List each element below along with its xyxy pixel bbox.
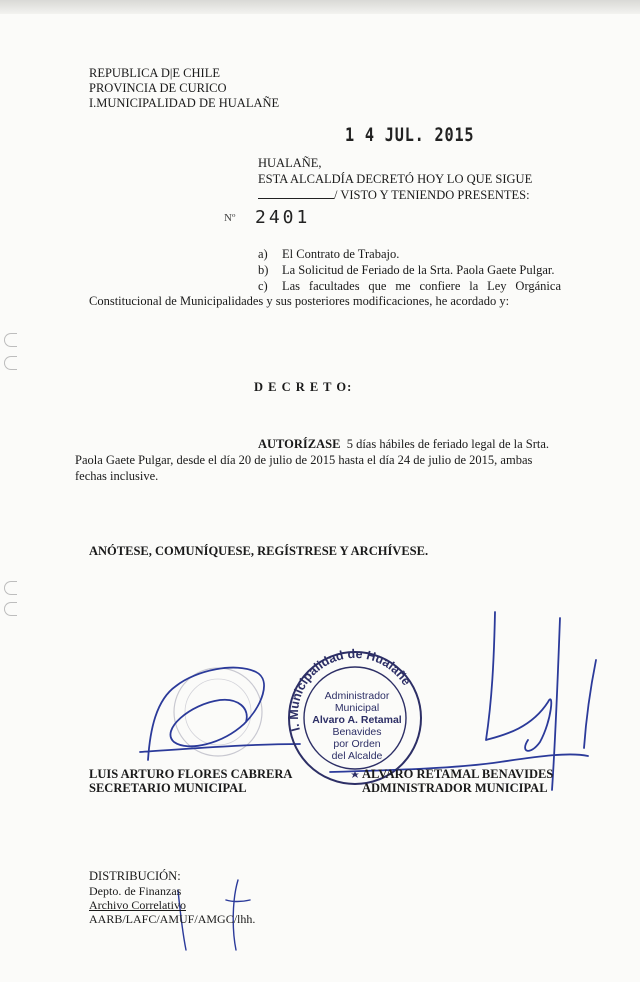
stamp-line: Municipal xyxy=(334,702,380,714)
decreto-heading: D E C R E T O: xyxy=(254,380,353,394)
administrator-name: ALVARO RETAMAL BENAVIDES xyxy=(362,767,554,781)
header-country: REPUBLICA D|E CHILE xyxy=(89,66,220,80)
distribution-item: Archivo Correlativo xyxy=(89,898,186,912)
body-line-1-text: 5 días hábiles de feriado legal de la Srta. xyxy=(346,437,550,451)
decree-number: 2401 xyxy=(255,207,311,228)
visto-continuation: Constitucional de Municipalidades y sus posteriores modificaciones, he acordado y: xyxy=(89,294,510,308)
secretary-signature xyxy=(140,668,300,760)
decree-intro-line: ESTA ALCALDÍA DECRETÓ HOY LO QUE SIGUE xyxy=(258,172,533,186)
secretary-name: LUIS ARTURO FLORES CABRERA xyxy=(89,767,293,781)
body-line-3: fechas inclusive. xyxy=(75,469,159,483)
secretary-title: SECRETARIO MUNICIPAL xyxy=(89,781,247,795)
body-keyword: AUTORÍZASE xyxy=(258,437,341,451)
decree-number-prefix: Nº xyxy=(224,212,236,224)
administrator-title: ADMINISTRADOR MUNICIPAL xyxy=(362,781,548,795)
visto-item-b: La Solicitud de Feriado de la Srta. Paola Gaete Pulgar. xyxy=(282,263,555,277)
closing-formula: ANÓTESE, COMUNÍQUESE, REGÍSTRESE Y ARCHÍVESE. xyxy=(89,544,429,558)
header-province: PROVINCIA DE CURICO xyxy=(89,81,227,95)
stamp-line: por Orden xyxy=(333,738,381,750)
visto-letter-b: b) xyxy=(258,263,269,277)
official-stamp xyxy=(287,647,421,784)
visto-item-c: Las facultades que me confiere la Ley Orgánica xyxy=(282,279,561,293)
visto-letter-a: a) xyxy=(258,247,268,261)
body-line-2: Paola Gaete Pulgar, desde el día 20 de julio de 2015 hasta el día 24 de julio de 2015, ambas xyxy=(75,453,533,467)
visto-letter-c: c) xyxy=(258,279,268,293)
distribution-heading: DISTRIBUCIÓN: xyxy=(89,869,181,883)
visto-text: / VISTO Y TENIENDO PRESENTES: xyxy=(334,188,530,202)
stamp-line: Benavides xyxy=(332,726,382,738)
stamp-line: del Alcalde xyxy=(331,750,383,762)
stamp-line: Administrador xyxy=(324,690,390,702)
header-municipality: I.MUNICIPALIDAD DE HUALAÑE xyxy=(89,96,280,110)
distribution-item: AARB/LAFC/AMUF/AMGC/lhh. xyxy=(89,912,256,926)
stamp-ring-text: I. Municipalidad de Hualañe xyxy=(286,646,414,733)
stamp-line: Alvaro A. Retamal xyxy=(312,714,402,726)
date-stamp: 1 4 JUL. 2015 xyxy=(345,124,475,146)
place-line: HUALAÑE, xyxy=(258,156,322,170)
visto-item-a: El Contrato de Trabajo. xyxy=(282,247,400,261)
distribution-item: Depto. de Finanzas xyxy=(89,884,182,898)
